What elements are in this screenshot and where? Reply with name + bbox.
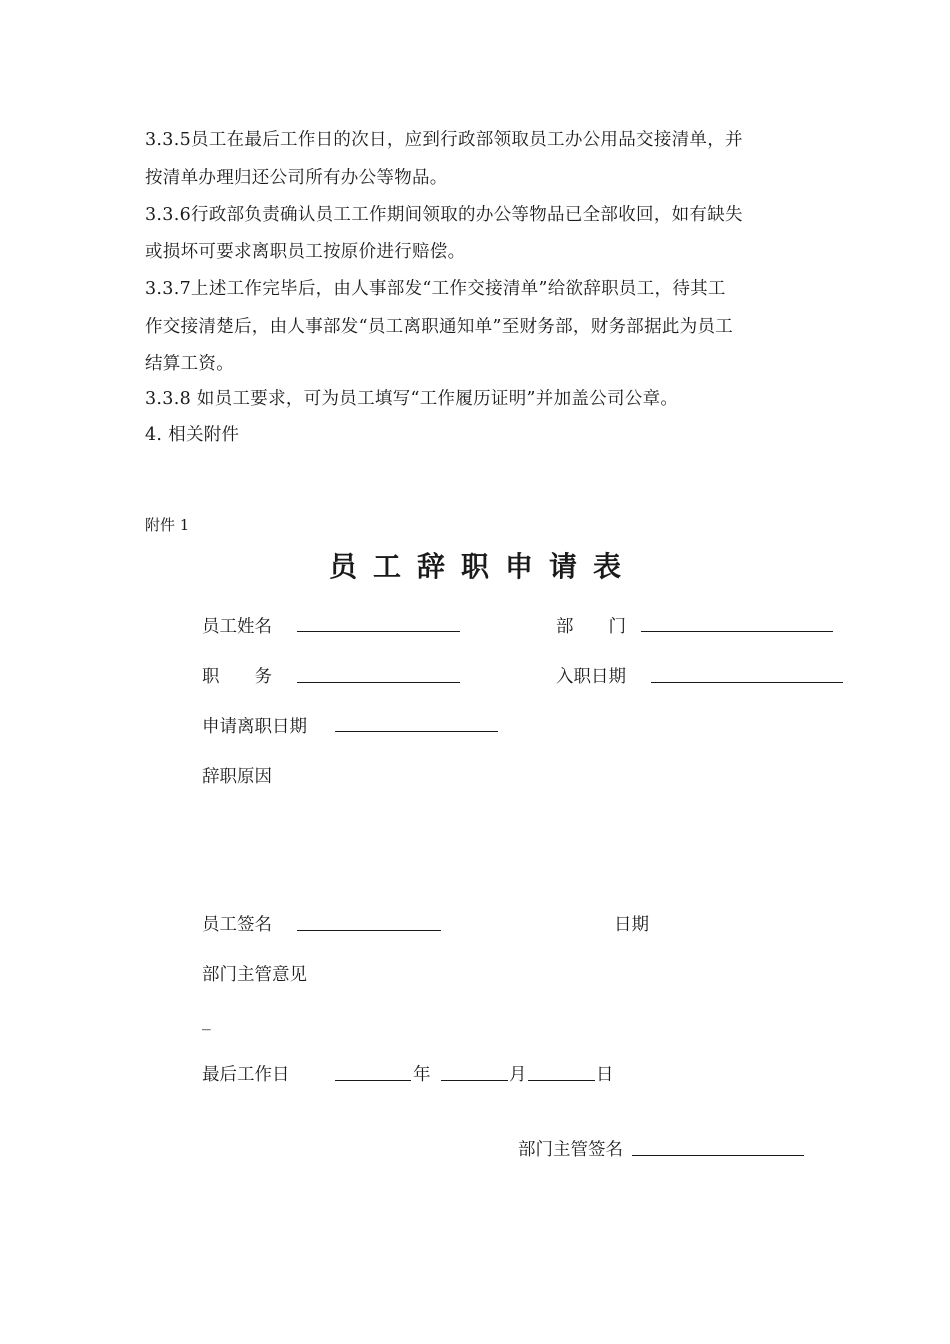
- manager-signature-field[interactable]: [632, 1155, 804, 1156]
- clause-3-3-7-line-2: 作交接清楚后，由人事部发“员工离职通知单”至财务部，财务部据此为员工: [145, 317, 734, 337]
- employee-signature-field[interactable]: [297, 930, 441, 931]
- clause-3-3-6-line-1: 3.3.6行政部负责确认员工工作期间领取的办公等物品已全部收回，如有缺失: [145, 205, 743, 225]
- hire-date-label: 入职日期: [556, 667, 626, 687]
- employee-name-field[interactable]: [297, 631, 460, 632]
- position-label: 职 务: [202, 667, 272, 687]
- employee-name-label: 员工姓名: [202, 617, 272, 637]
- date-label: 日期: [614, 915, 649, 935]
- appendix-label: 附件 1: [145, 516, 190, 534]
- manager-opinion-label: 部门主管意见: [202, 965, 307, 985]
- department-label: 部 门: [556, 617, 626, 637]
- clause-3-3-5-line-1: 3.3.5员工在最后工作日的次日，应到行政部领取员工办公用品交接清单，并: [145, 130, 743, 150]
- employee-signature-label: 员工签名: [202, 915, 272, 935]
- day-field[interactable]: [528, 1080, 595, 1081]
- last-workday-label: 最后工作日: [202, 1065, 290, 1085]
- manager-signature-label: 部门主管签名: [518, 1140, 623, 1160]
- year-label: 年: [413, 1065, 431, 1085]
- resign-date-label: 申请离职日期: [202, 717, 307, 737]
- day-label: 日: [596, 1065, 614, 1085]
- year-field[interactable]: [335, 1080, 411, 1081]
- resign-date-field[interactable]: [335, 731, 498, 732]
- position-field[interactable]: [297, 682, 460, 683]
- department-field[interactable]: [641, 631, 833, 632]
- clause-3-3-7-line-1: 3.3.7上述工作完毕后，由人事部发“工作交接清单”给欲辞职员工，待其工: [145, 279, 726, 299]
- hire-date-field[interactable]: [651, 682, 843, 683]
- month-label: 月: [509, 1065, 527, 1085]
- opinion-dash: _: [202, 1011, 211, 1031]
- clause-3-3-8: 3.3.8 如员工要求，可为员工填写“工作履历证明”并加盖公司公章。: [145, 389, 679, 409]
- section-4-heading: 4. 相关附件: [145, 425, 240, 445]
- month-field[interactable]: [441, 1080, 508, 1081]
- clause-3-3-7-line-3: 结算工资。: [145, 354, 234, 374]
- reason-label: 辞职原因: [202, 767, 272, 787]
- clause-3-3-6-line-2: 或损坏可要求离职员工按原价进行赔偿。: [145, 242, 466, 262]
- clause-3-3-5-line-2: 按清单办理归还公司所有办公等物品。: [145, 168, 448, 188]
- form-title: 员工辞职申请表: [328, 550, 637, 583]
